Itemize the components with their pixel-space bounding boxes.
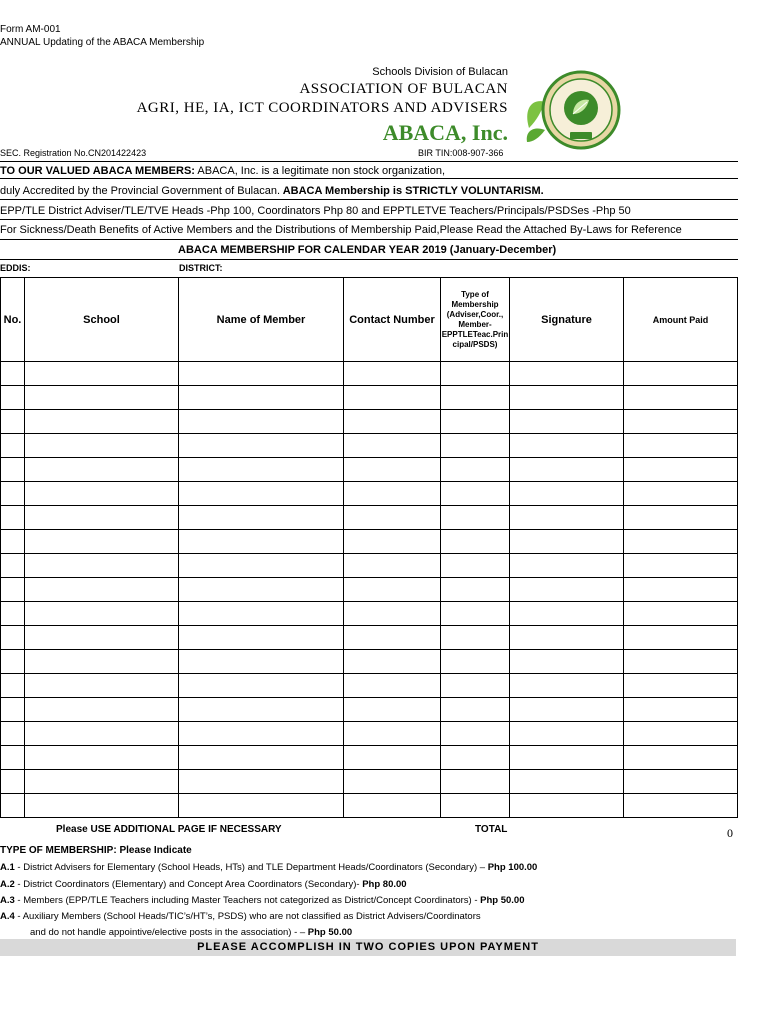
form-subtitle: ANNUAL Updating of the ABACA Membership [0,37,205,48]
table-row [1,770,738,794]
table-row [1,554,738,578]
table-cell[interactable] [441,434,510,458]
division-name: Schools Division of Bulacan [372,66,508,78]
table-cell[interactable] [344,770,441,794]
table-cell[interactable] [624,482,738,506]
table-cell[interactable] [441,698,510,722]
table-cell[interactable] [624,722,738,746]
table-row [1,626,738,650]
table-cell[interactable] [179,530,344,554]
table-cell[interactable] [1,530,25,554]
table-cell[interactable] [624,650,738,674]
divider [0,161,738,162]
accreditation-plain: duly Accredited by the Provincial Government of Bulacan. [0,185,281,197]
table-cell[interactable] [179,578,344,602]
org-line-2: AGRI, HE, IA, ICT COORDINATORS AND ADVISERS [136,100,508,116]
table-cell[interactable] [441,746,510,770]
type-amount: Php 50.00 [307,927,353,938]
table-cell[interactable] [1,770,25,794]
column-header-school: School [25,278,179,362]
table-cell[interactable] [179,554,344,578]
table-cell[interactable] [624,674,738,698]
table-cell[interactable] [441,602,510,626]
notice-fees: EPP/TLE District Adviser/TLE/TVE Heads -Php 100, Coordinators Php 80 and EPPTLETVE Teachers/Principals/PSDSes -Php 50 [0,205,631,217]
table-cell[interactable] [25,506,179,530]
table-cell[interactable] [25,722,179,746]
table-row [1,362,738,386]
table-cell[interactable] [1,602,25,626]
table-cell[interactable] [179,482,344,506]
table-cell[interactable] [344,578,441,602]
type-amount: Php 80.00 [362,879,407,890]
table-cell[interactable] [441,506,510,530]
table-cell[interactable] [179,506,344,530]
table-row [1,482,738,506]
column-header-no: No. [1,278,25,362]
table-cell[interactable] [344,698,441,722]
table-row [1,386,738,410]
table-cell[interactable] [179,650,344,674]
table-cell[interactable] [624,698,738,722]
table-cell[interactable] [25,794,179,818]
table-cell[interactable] [441,794,510,818]
table-cell[interactable] [179,746,344,770]
table-cell[interactable] [510,674,624,698]
greeting-rest: ABACA, Inc. is a legitimate non stock organization, [194,165,446,177]
table-cell[interactable] [179,770,344,794]
table-cell[interactable] [344,602,441,626]
form-code: Form AM-001 [0,24,61,35]
total-value: 0 [727,826,733,840]
type-heading: TYPE OF MEMBERSHIP: Please Indicate [0,845,192,856]
table-cell[interactable] [25,362,179,386]
table-cell[interactable] [510,698,624,722]
table-header-row [1,278,738,362]
table-cell[interactable] [510,602,624,626]
type-text: - Auxiliary Members (School Heads/TIC’s/HT’s, PSDS) who are not classified as District Advisers/Coordinators [14,911,481,922]
table-cell[interactable] [25,578,179,602]
table-cell[interactable] [344,674,441,698]
table-cell[interactable] [510,458,624,482]
table-cell[interactable] [1,434,25,458]
table-cell[interactable] [624,458,738,482]
table-title: ABACA MEMBERSHIP FOR CALENDAR YEAR 2019 (January-December) [178,244,557,256]
table-cell[interactable] [179,386,344,410]
district-label: DISTRICT: [179,263,223,273]
table-cell[interactable] [510,482,624,506]
table-row [1,602,738,626]
table-cell[interactable] [510,362,624,386]
notice-accreditation [0,185,544,197]
table-row [1,530,738,554]
table-cell[interactable] [510,410,624,434]
table-cell[interactable] [510,530,624,554]
additional-page-note: Please USE ADDITIONAL PAGE IF NECESSARY [56,824,282,835]
table-cell[interactable] [441,362,510,386]
table-row [1,650,738,674]
org-line-1: ASSOCIATION OF BULACAN [299,81,508,97]
table-cell[interactable] [1,554,25,578]
org-name: ABACA, Inc. [382,120,508,145]
table-cell[interactable] [624,578,738,602]
table-cell[interactable] [179,698,344,722]
table-cell[interactable] [344,482,441,506]
table-cell[interactable] [25,770,179,794]
divider [0,239,738,240]
table-cell[interactable] [441,674,510,698]
table-cell[interactable] [441,770,510,794]
table-cell[interactable] [510,506,624,530]
table-cell[interactable] [624,602,738,626]
table-cell[interactable] [1,650,25,674]
type-code: A.4 [0,911,15,922]
table-row [1,506,738,530]
table-cell[interactable] [441,410,510,434]
table-cell[interactable] [1,698,25,722]
table-cell[interactable] [441,458,510,482]
table-cell[interactable] [1,482,25,506]
table-cell[interactable] [441,530,510,554]
type-text: - Members (EPP/TLE Teachers including Master Teachers not categorized as District/Concept Coordinators) - [14,895,481,906]
type-code: A.3 [0,895,15,906]
table-cell[interactable] [344,626,441,650]
table-cell[interactable] [510,386,624,410]
table-cell[interactable] [179,410,344,434]
column-header-amount: Amount Paid [624,278,738,362]
membership-table [0,277,738,818]
type-item [0,879,407,890]
column-header-type: Type of Membership (Adviser,Coor., Member-EPPTLETeac.Prin cipal/PSDS) [441,278,510,362]
table-cell[interactable] [441,386,510,410]
abaca-logo [523,68,629,152]
table-cell[interactable] [344,746,441,770]
table-cell[interactable] [25,698,179,722]
table-cell[interactable] [510,746,624,770]
table-body [1,362,738,818]
notice-greeting [0,165,445,177]
table-cell[interactable] [25,674,179,698]
table-cell[interactable] [441,722,510,746]
table-cell[interactable] [25,650,179,674]
type-amount: Php 50.00 [480,895,525,906]
table-cell[interactable] [1,362,25,386]
table-cell[interactable] [25,458,179,482]
divider [0,199,738,200]
table-cell[interactable] [624,770,738,794]
table-cell[interactable] [25,602,179,626]
eddis-label: EDDIS: [0,263,31,273]
table-row [1,722,738,746]
type-amount: Php 100.00 [487,862,538,873]
table-cell[interactable] [179,794,344,818]
table-cell[interactable] [25,746,179,770]
table-cell[interactable] [441,650,510,674]
table-cell[interactable] [344,554,441,578]
column-header-name: Name of Member [179,278,344,362]
type-text: and do not handle appointive/elective posts in the association) - – [30,927,308,938]
table-cell[interactable] [624,794,738,818]
type-code: A.1 [0,862,15,873]
table-cell[interactable] [25,386,179,410]
table-cell[interactable] [441,578,510,602]
table-cell[interactable] [344,458,441,482]
table-row [1,434,738,458]
type-item-continuation [30,927,352,938]
table-cell[interactable] [510,794,624,818]
table-cell[interactable] [624,506,738,530]
table-cell[interactable] [441,554,510,578]
table-cell[interactable] [510,434,624,458]
table-cell[interactable] [25,410,179,434]
table-row [1,578,738,602]
table-cell[interactable] [441,626,510,650]
table-cell[interactable] [344,506,441,530]
table-cell[interactable] [510,578,624,602]
type-item [0,862,537,873]
table-cell[interactable] [179,458,344,482]
table-cell[interactable] [510,722,624,746]
type-text: - District Coordinators (Elementary) and Concept Area Coordinators (Secondary)- [14,879,363,890]
table-cell[interactable] [510,554,624,578]
table-cell[interactable] [441,482,510,506]
table-cell[interactable] [624,362,738,386]
table-cell[interactable] [179,434,344,458]
table-cell[interactable] [344,362,441,386]
table-cell[interactable] [179,602,344,626]
accreditation-bold: ABACA Membership is STRICTLY VOLUNTARISM. [280,185,544,197]
table-cell[interactable] [1,722,25,746]
table-cell[interactable] [510,770,624,794]
table-cell[interactable] [510,626,624,650]
table-cell[interactable] [1,674,25,698]
table-cell[interactable] [1,626,25,650]
greeting-bold: TO OUR VALUED ABACA MEMBERS: [0,165,195,177]
table-cell[interactable] [1,506,25,530]
table-cell[interactable] [624,434,738,458]
divider [0,259,738,260]
column-header-signature: Signature [510,278,624,362]
table-cell[interactable] [624,530,738,554]
table-cell[interactable] [1,458,25,482]
table-cell[interactable] [1,578,25,602]
table-row [1,746,738,770]
table-cell[interactable] [25,530,179,554]
table-cell[interactable] [1,794,25,818]
notice-benefits: For Sickness/Death Benefits of Active Members and the Distributions of Membership Paid,Please Read the Attached By-Laws for Reference [0,224,682,236]
total-label: TOTAL [475,824,508,835]
table-cell[interactable] [25,482,179,506]
table-row [1,794,738,818]
table-cell[interactable] [344,434,441,458]
table-cell[interactable] [1,410,25,434]
column-header-contact: Contact Number [344,278,441,362]
table-cell[interactable] [25,434,179,458]
table-cell[interactable] [510,650,624,674]
table-row [1,458,738,482]
bir-tin: BIR TIN:008-907-366 [418,148,504,158]
table-cell[interactable] [1,746,25,770]
type-code: A.2 [0,879,15,890]
table-cell[interactable] [624,554,738,578]
table-row [1,674,738,698]
table-row [1,698,738,722]
table-cell[interactable] [179,362,344,386]
sec-registration: SEC. Registration No.CN201422423 [0,148,147,158]
divider [0,178,738,179]
payment-banner: PLEASE ACCOMPLISH IN TWO COPIES UPON PAYMENT [0,939,736,956]
type-text: - District Advisers for Elementary (School Heads, HTs) and TLE Department Heads/Coordinators (Secondary) – [14,862,488,873]
table-cell[interactable] [624,386,738,410]
table-cell[interactable] [624,410,738,434]
table-cell[interactable] [179,722,344,746]
table-cell[interactable] [25,626,179,650]
type-item [0,895,525,906]
table-cell[interactable] [179,674,344,698]
table-cell[interactable] [25,554,179,578]
table-row [1,410,738,434]
table-cell[interactable] [344,722,441,746]
table-cell[interactable] [624,746,738,770]
table-cell[interactable] [179,626,344,650]
table-cell[interactable] [1,386,25,410]
divider [0,219,738,220]
table-cell[interactable] [344,530,441,554]
table-cell[interactable] [344,386,441,410]
type-item [0,911,481,922]
table-cell[interactable] [344,794,441,818]
table-cell[interactable] [344,650,441,674]
table-cell[interactable] [344,410,441,434]
table-cell[interactable] [624,626,738,650]
